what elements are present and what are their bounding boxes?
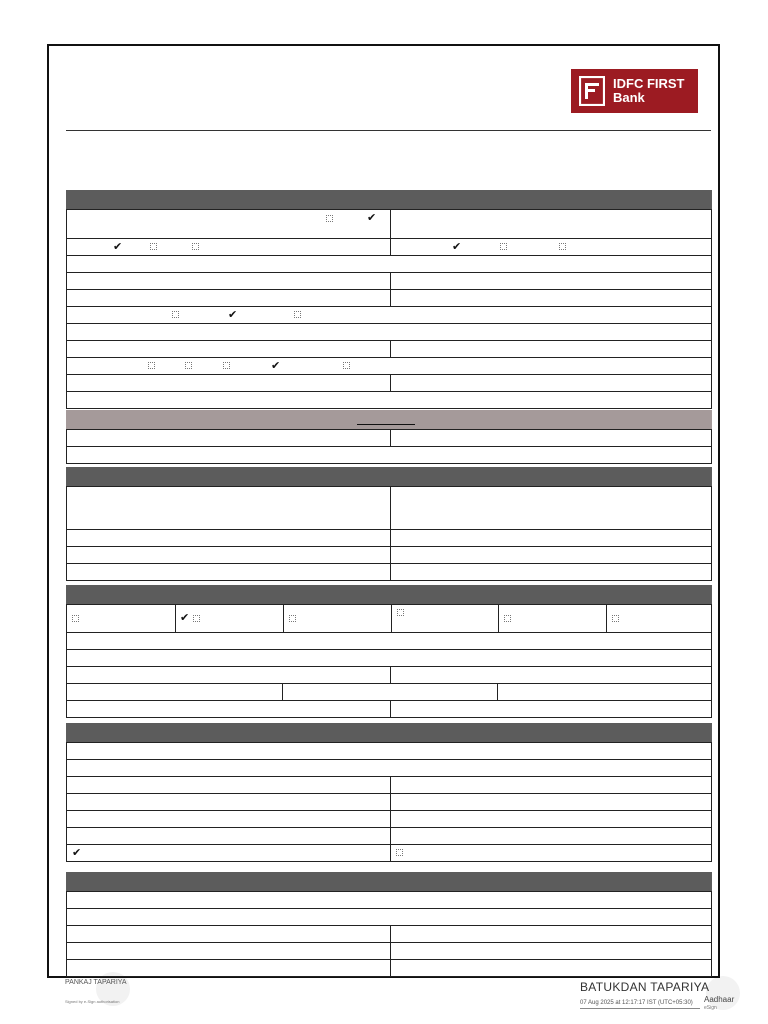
form-row	[67, 650, 711, 667]
form-field[interactable]	[67, 239, 390, 255]
checkbox[interactable]	[504, 615, 511, 622]
form-row	[67, 960, 711, 977]
sub-section-underline	[357, 424, 415, 425]
checkbox[interactable]	[343, 362, 350, 369]
form-field[interactable]	[67, 341, 390, 357]
check-mark-icon[interactable]: ✔	[180, 611, 190, 624]
form-row	[67, 290, 711, 307]
right-signature-name: BATUKDAN TAPARIYA	[580, 980, 710, 994]
option-cell[interactable]	[283, 605, 391, 632]
form-row	[67, 547, 711, 564]
bank-name-line2: Bank	[613, 90, 645, 105]
right-signature-timestamp: 07 Aug 2025 at 12:17:17 IST (UTC+05:30)	[580, 1000, 693, 1006]
checkbox[interactable]	[559, 243, 566, 250]
option-cell[interactable]	[175, 605, 283, 632]
form-row	[67, 667, 711, 684]
form-row	[67, 811, 711, 828]
checkbox[interactable]	[500, 243, 507, 250]
form-row	[67, 447, 711, 464]
checkbox[interactable]	[192, 243, 199, 250]
form-field[interactable]	[390, 273, 711, 289]
option-cell[interactable]	[606, 605, 711, 632]
check-mark-icon[interactable]: ✔	[452, 240, 462, 253]
form-field[interactable]	[67, 256, 711, 272]
form-row	[67, 760, 711, 777]
form-field[interactable]	[67, 564, 390, 580]
form-field[interactable]	[67, 290, 390, 306]
checkbox[interactable]	[172, 311, 179, 318]
form-field[interactable]	[390, 487, 711, 529]
form-field[interactable]	[390, 926, 711, 942]
form-field[interactable]	[67, 892, 711, 908]
form-row	[67, 392, 711, 409]
form-field[interactable]	[390, 794, 711, 810]
form-field[interactable]	[390, 210, 711, 238]
form-row	[67, 684, 711, 701]
sub-section-header	[66, 410, 712, 429]
form-row	[67, 743, 711, 760]
sub-section-grid	[66, 429, 712, 464]
form-field[interactable]	[67, 307, 711, 323]
form-field[interactable]	[67, 447, 711, 463]
checkbox[interactable]	[294, 311, 301, 318]
form-field[interactable]	[67, 650, 711, 666]
form-field[interactable]	[67, 701, 390, 717]
checkbox[interactable]	[150, 243, 157, 250]
form-field[interactable]	[67, 811, 390, 827]
form-field[interactable]	[67, 684, 282, 700]
section-4-grid	[66, 742, 712, 862]
section-header-1	[66, 190, 712, 209]
form-field[interactable]	[67, 960, 390, 976]
form-row	[67, 307, 711, 324]
section-3-grid	[66, 604, 712, 718]
form-field[interactable]	[67, 760, 711, 776]
form-field[interactable]	[390, 239, 711, 255]
option-cell[interactable]	[67, 605, 175, 632]
left-signature-note: Signed by e-Sign authorisation	[65, 999, 120, 1004]
esign-sub: eSign	[704, 1005, 717, 1011]
form-row	[67, 845, 711, 862]
section-2-grid	[66, 486, 712, 581]
form-row	[67, 605, 711, 633]
checkbox[interactable]	[193, 615, 200, 622]
form-field[interactable]	[67, 375, 390, 391]
form-field[interactable]	[390, 811, 711, 827]
left-signature-name: PANKAJ TAPARIYA	[65, 979, 127, 986]
bank-name	[613, 77, 685, 105]
form-row	[67, 909, 711, 926]
check-mark-icon[interactable]: ✔	[113, 240, 123, 253]
form-field[interactable]	[67, 845, 390, 861]
checkbox[interactable]	[223, 362, 230, 369]
form-row	[67, 487, 711, 530]
form-row	[67, 239, 711, 256]
form-field[interactable]	[67, 324, 711, 340]
bank-logo-icon	[579, 76, 605, 106]
form-row	[67, 828, 711, 845]
form-row	[67, 943, 711, 960]
form-row	[67, 564, 711, 581]
form-row	[67, 633, 711, 650]
form-field[interactable]	[390, 341, 711, 357]
checkbox[interactable]	[612, 615, 619, 622]
option-cell[interactable]	[498, 605, 606, 632]
form-field[interactable]	[390, 667, 711, 683]
form-row	[67, 210, 711, 239]
form-field[interactable]	[67, 794, 390, 810]
aadhaar-esign-badge	[704, 996, 734, 1012]
check-mark-icon[interactable]: ✔	[271, 359, 281, 372]
form-field[interactable]	[67, 430, 390, 446]
form-field[interactable]	[390, 430, 711, 446]
form-field[interactable]	[67, 633, 711, 649]
form-row	[67, 358, 711, 375]
section-header-4	[66, 723, 712, 742]
option-cell[interactable]	[391, 605, 498, 632]
form-field[interactable]	[390, 564, 711, 580]
section-1-grid	[66, 209, 712, 409]
bank-logo	[571, 69, 698, 113]
form-row	[67, 926, 711, 943]
form-row	[67, 341, 711, 358]
form-field[interactable]	[67, 828, 390, 844]
form-field[interactable]	[497, 684, 711, 700]
form-field[interactable]	[67, 943, 390, 959]
form-row	[67, 794, 711, 811]
section-5-grid	[66, 891, 712, 977]
form-row	[67, 273, 711, 290]
form-row	[67, 777, 711, 794]
form-row	[67, 256, 711, 273]
form-field[interactable]	[390, 375, 711, 391]
check-mark-icon[interactable]: ✔	[228, 308, 238, 321]
check-mark-icon[interactable]: ✔	[72, 846, 82, 859]
section-header-3	[66, 585, 712, 604]
form-field[interactable]	[67, 909, 711, 925]
form-row	[67, 530, 711, 547]
form-row	[67, 375, 711, 392]
check-mark-icon[interactable]: ✔	[367, 211, 377, 224]
form-row	[67, 324, 711, 341]
checkbox[interactable]	[148, 362, 155, 369]
form-field[interactable]	[390, 828, 711, 844]
checkbox[interactable]	[185, 362, 192, 369]
form-field[interactable]	[67, 667, 390, 683]
checkbox[interactable]	[72, 615, 79, 622]
form-field[interactable]	[67, 547, 390, 563]
form-field[interactable]	[67, 743, 711, 759]
form-field[interactable]	[67, 926, 390, 942]
signature-line	[580, 1008, 700, 1009]
form-row	[67, 430, 711, 447]
checkbox[interactable]	[397, 609, 404, 616]
form-field[interactable]	[390, 547, 711, 563]
form-field[interactable]	[390, 701, 711, 717]
form-field[interactable]	[67, 210, 390, 238]
form-field[interactable]	[67, 530, 390, 546]
form-field[interactable]	[390, 777, 711, 793]
form-row	[67, 701, 711, 718]
form-field[interactable]	[67, 487, 390, 529]
form-field[interactable]	[390, 845, 711, 861]
form-field[interactable]	[67, 273, 390, 289]
header-divider	[66, 130, 711, 131]
checkbox[interactable]	[289, 615, 296, 622]
form-field[interactable]	[67, 358, 711, 374]
section-header-2	[66, 467, 712, 486]
form-row	[67, 892, 711, 909]
form-field[interactable]	[390, 943, 711, 959]
form-field[interactable]	[390, 290, 711, 306]
form-field[interactable]	[67, 392, 711, 408]
bank-name-line1: IDFC FIRST	[613, 76, 685, 91]
checkbox[interactable]	[326, 215, 333, 222]
section-header-5	[66, 872, 712, 891]
form-field[interactable]	[390, 960, 711, 976]
checkbox[interactable]	[396, 849, 403, 856]
form-field[interactable]	[390, 530, 711, 546]
form-field[interactable]	[67, 777, 390, 793]
esign-brand: Aadhaar	[704, 995, 735, 1004]
form-field[interactable]	[282, 684, 497, 700]
